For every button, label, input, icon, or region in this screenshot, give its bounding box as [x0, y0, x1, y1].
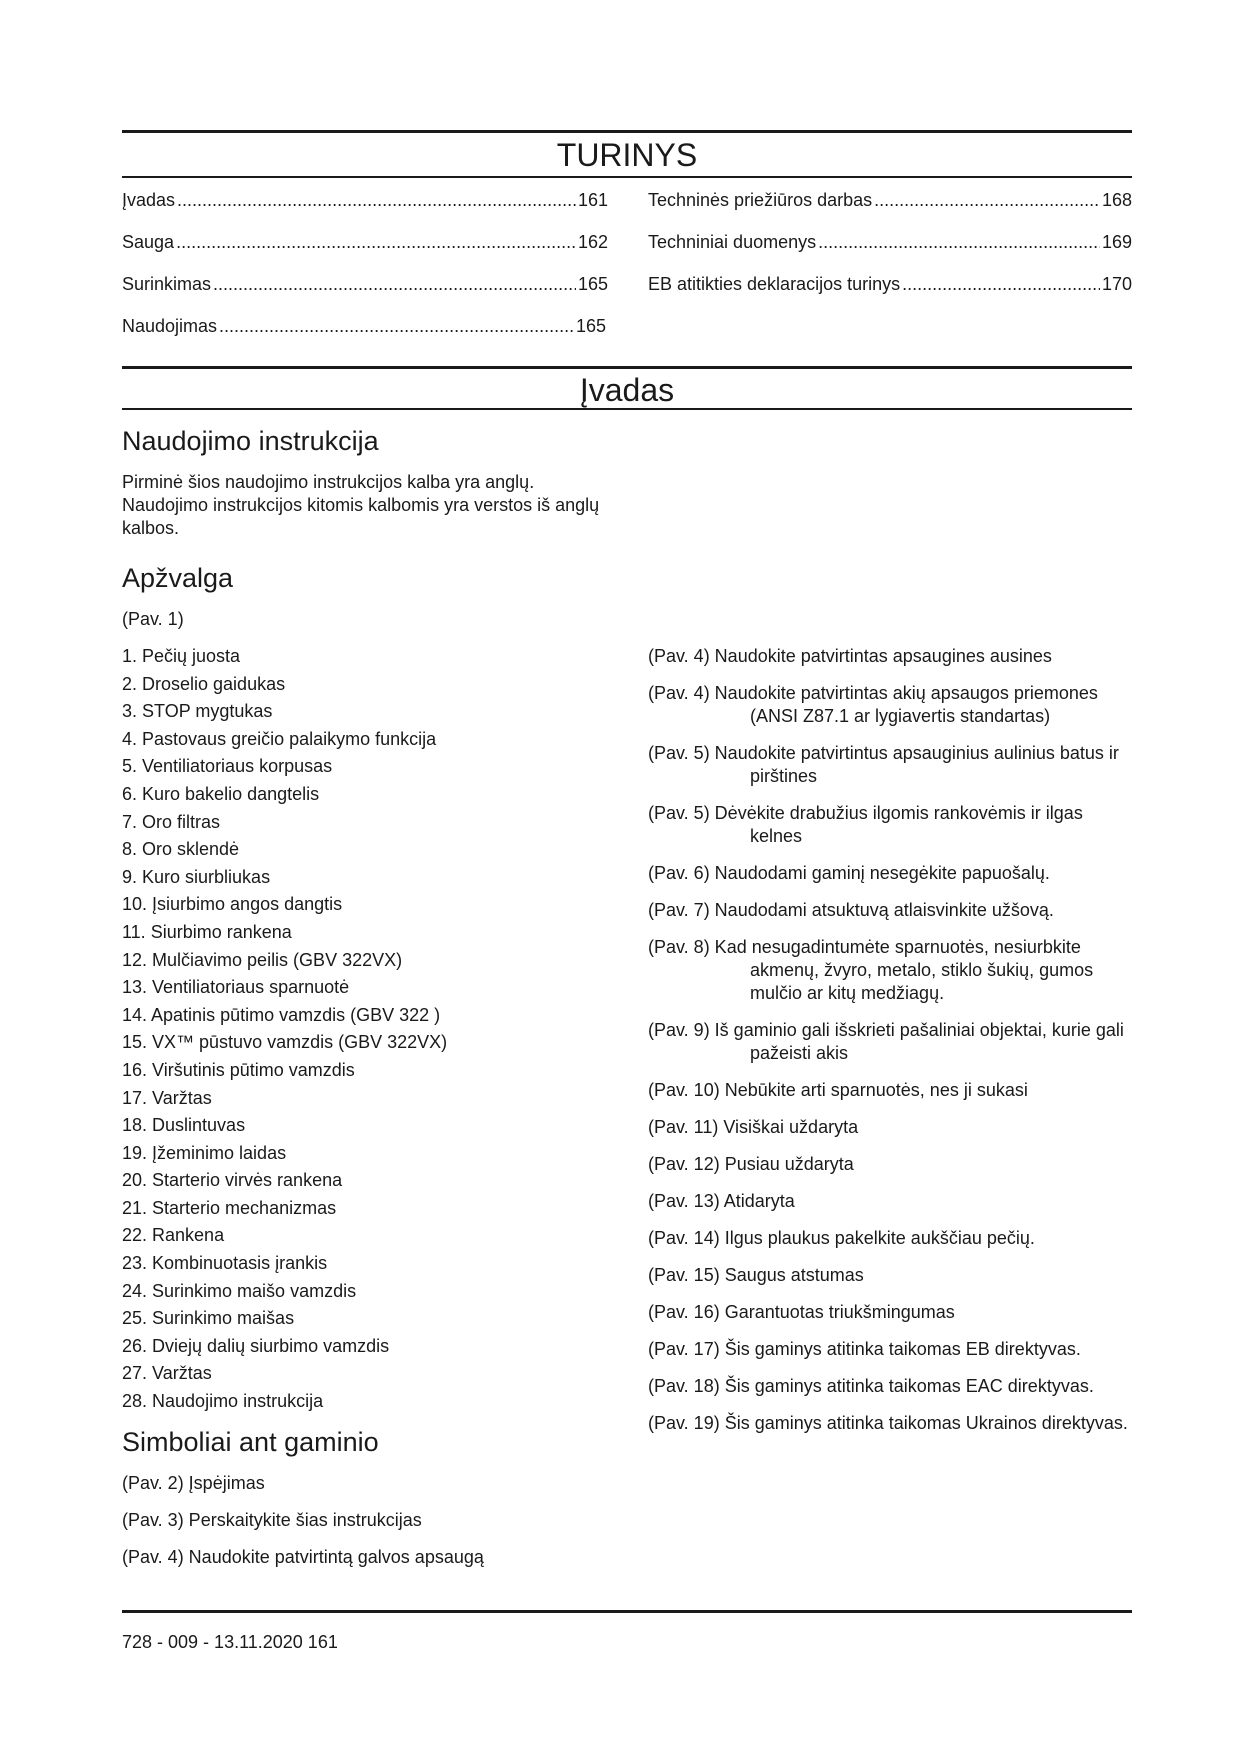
symbol-item: (Pav. 6) Naudodami gaminį nesegėkite papuošalų. [648, 863, 1050, 883]
list-item: 5. Ventiliatoriaus korpusas [122, 756, 333, 777]
list-item: 12. Mulčiavimo peilis (GBV 322VX) [122, 949, 403, 970]
toc-leader [874, 190, 1100, 211]
list-item: 21. Starterio mechanizmas [122, 1197, 337, 1218]
symbols-right-list [648, 645, 1132, 1449]
intro-title: Įvadas [579, 372, 675, 408]
list-item: 25. Surinkimo maišas [122, 1308, 295, 1329]
toc-entry[interactable] [122, 232, 608, 274]
toc-entry-page: 165 [575, 316, 606, 336]
list-item: 17. Varžtas [122, 1087, 212, 1108]
symbol-item: (Pav. 2) Įspėjimas [122, 1472, 265, 1493]
toc-entry-title: Surinkimas [122, 274, 212, 294]
list-item: 27. Varžtas [122, 1363, 212, 1384]
symbol-item: (Pav. 13) Atidaryta [648, 1191, 795, 1211]
toc-entry[interactable] [122, 316, 606, 358]
symbol-item: (Pav. 5) Dėvėkite drabužius ilgomis rankovėmis ir ilgas kelnes [648, 803, 1083, 846]
toc-entry-title: Techninės priežiūros darbas [648, 190, 873, 210]
symbol-item: (Pav. 5) Naudokite patvirtintus apsauginius aulinius batus ir pirštines [648, 743, 1119, 786]
list-item: 26. Dviejų dalių siurbimo vamzdis [122, 1335, 390, 1356]
symbol-item: (Pav. 17) Šis gaminys atitinka taikomas EB direktyvas. [648, 1339, 1081, 1359]
toc-entry[interactable] [648, 274, 1132, 316]
list-item: 16. Viršutinis pūtimo vamzdis [122, 1059, 355, 1080]
list-item: 6. Kuro bakelio dangtelis [122, 783, 320, 804]
toc-entry-title: Techniniai duomenys [648, 232, 817, 252]
toc-leader [177, 190, 576, 211]
intro-top-rule [122, 366, 1132, 369]
symbol-item: (Pav. 4) Naudokite patvirtintas apsaugines ausines [648, 646, 1052, 666]
list-item: 10. Įsiurbimo angos dangtis [122, 894, 343, 915]
toc-entry-page: 169 [1101, 232, 1132, 252]
overview-ref: (Pav. 1) [122, 609, 184, 629]
toc-entry-page: 170 [1101, 274, 1132, 294]
toc-entry-title: Įvadas [122, 190, 176, 210]
symbol-item: (Pav. 9) Iš gaminio gali išskrieti pašaliniai objektai, kurie gali pažeisti akis [648, 1020, 1124, 1063]
symbol-item: (Pav. 4) Naudokite patvirtintas akių apsaugos priemones (ANSI Z87.1 ar lygiavertis standartas) [648, 683, 1098, 726]
list-item: 23. Kombinuotasis įrankis [122, 1253, 328, 1274]
toc-leader [902, 274, 1100, 295]
manual-text: Pirminė šios naudojimo instrukcijos kalba yra anglų. Naudojimo instrukcijos kitomis kalbomis yra verstos iš anglų kalbos. [122, 472, 600, 538]
list-item: 19. Įžeminimo laidas [122, 1142, 287, 1163]
list-item: 8. Oro sklendė [122, 839, 240, 860]
list-item: 3. STOP mygtukas [122, 701, 273, 722]
page-footer: 728 - 009 - 13.11.2020 161 [122, 1632, 338, 1652]
list-item: 4. Pastovaus greičio palaikymo funkcija [122, 728, 437, 749]
list-item: 20. Starterio virvės rankena [122, 1170, 343, 1191]
symbol-item: (Pav. 8) Kad nesugadintumėte sparnuotės, nesiurbkite akmenų, žvyro, metalo, stiklo šukių, gumos mulčio ar kitų medžiagų. [648, 937, 1094, 1003]
symbol-item: (Pav. 14) Ilgus plaukus pakelkite aukščiau pečių. [648, 1228, 1035, 1248]
toc-bottom-rule [122, 176, 1132, 178]
list-item: 18. Duslintuvas [122, 1115, 246, 1136]
symbol-item: (Pav. 11) Visiškai uždaryta [648, 1117, 859, 1137]
overview-heading: Apžvalga [122, 563, 234, 593]
symbol-item: (Pav. 12) Pusiau uždaryta [648, 1154, 854, 1174]
toc-entry-title: Naudojimas [122, 316, 218, 336]
symbol-item: (Pav. 19) Šis gaminys atitinka taikomas Ukrainos direktyvas. [648, 1413, 1128, 1433]
list-item: 13. Ventiliatoriaus sparnuotė [122, 977, 350, 998]
symbol-item: (Pav. 18) Šis gaminys atitinka taikomas EAC direktyvas. [648, 1376, 1094, 1396]
symbol-item: (Pav. 4) Naudokite patvirtintą galvos apsaugą [122, 1546, 484, 1567]
symbol-item: (Pav. 7) Naudodami atsuktuvą atlaisvinkite užšovą. [648, 900, 1054, 920]
toc-title: TURINYS [556, 137, 698, 173]
toc-entry-page: 162 [577, 232, 608, 252]
symbol-item: (Pav. 10) Nebūkite arti sparnuotės, nes ji sukasi [648, 1080, 1028, 1100]
manual-heading: Naudojimo instrukcija [122, 426, 379, 456]
list-item: 1. Pečių juosta [122, 646, 241, 666]
list-item: 2. Droselio gaidukas [122, 673, 286, 694]
toc-leader [219, 316, 574, 337]
toc-leader [818, 232, 1100, 253]
list-item: 24. Surinkimo maišo vamzdis [122, 1280, 357, 1301]
list-item: 9. Kuro siurbliukas [122, 866, 271, 887]
list-item: 7. Oro filtras [122, 811, 221, 832]
intro-bottom-rule [122, 408, 1132, 410]
toc-entry-title: Sauga [122, 232, 175, 252]
toc-entry-title: EB atitikties deklaracijos turinys [648, 274, 901, 294]
toc-entry[interactable] [648, 232, 1132, 274]
symbol-item: (Pav. 16) Garantuotas triukšmingumas [648, 1302, 955, 1322]
list-item: 22. Rankena [122, 1225, 225, 1246]
toc-entry-page: 165 [577, 274, 608, 294]
toc-right-column [648, 190, 1132, 316]
toc-leader [176, 232, 576, 253]
toc-leader [213, 274, 576, 295]
toc-entry[interactable] [122, 190, 608, 232]
list-item: 11. Siurbimo rankena [122, 921, 292, 942]
toc-top-rule [122, 130, 1132, 133]
toc-entry-page: 161 [577, 190, 608, 210]
symbols-heading: Simboliai ant gaminio [122, 1426, 379, 1457]
toc-entry-page: 168 [1101, 190, 1132, 210]
toc-entry[interactable] [122, 274, 608, 316]
left-column [122, 425, 602, 1569]
symbol-item: (Pav. 3) Perskaitykite šias instrukcijas [122, 1509, 422, 1530]
list-item: 28. Naudojimo instrukcija [122, 1391, 324, 1412]
symbol-item: (Pav. 15) Saugus atstumas [648, 1265, 864, 1285]
list-item: 14. Apatinis pūtimo vamzdis (GBV 322 ) [122, 1004, 441, 1025]
toc-entry[interactable] [648, 190, 1132, 232]
toc-left-column [122, 190, 608, 358]
list-item: 15. VX™ pūstuvo vamzdis (GBV 322VX) [122, 1032, 448, 1053]
parts-list [122, 643, 602, 1416]
symbols-left-list [122, 1472, 602, 1569]
footer-rule [122, 1610, 1132, 1613]
